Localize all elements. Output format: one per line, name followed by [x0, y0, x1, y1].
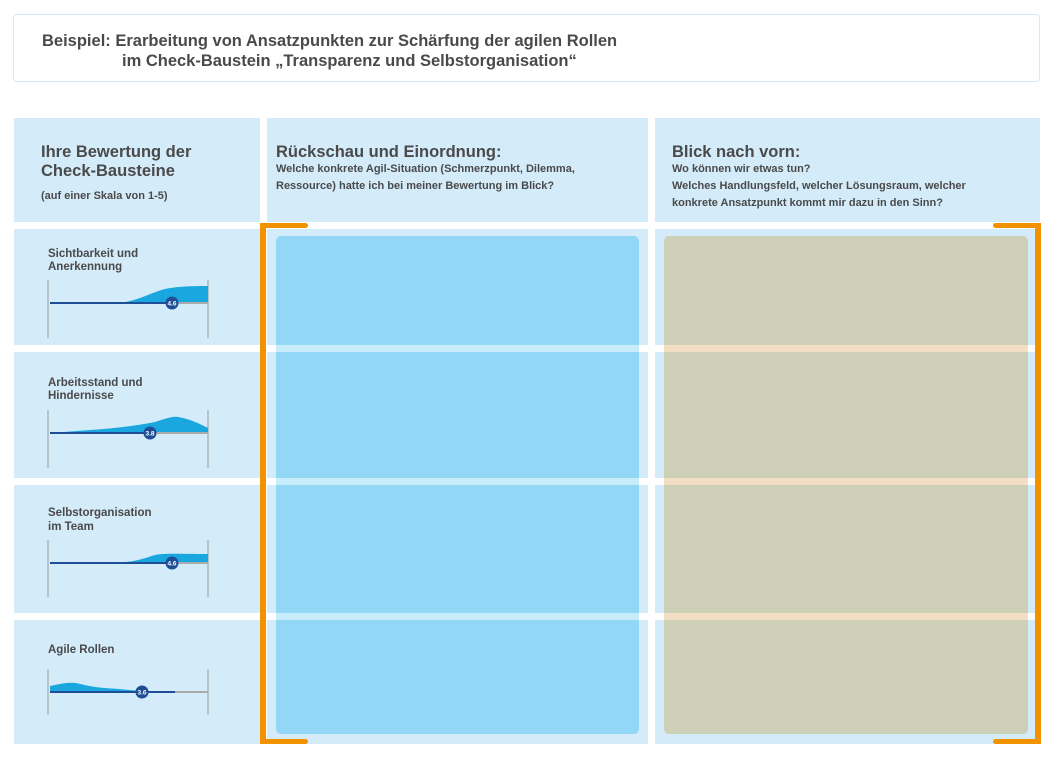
title-line-1: Beispiel: Erarbeitung von Ansatzpunkten zur Schärfung der agilen Rollen: [42, 32, 618, 50]
score-value: 4.6: [167, 300, 177, 308]
distribution-area: [50, 286, 208, 303]
rating-chart-1: [48, 280, 208, 338]
rating-chart-4: [48, 669, 208, 715]
header-review-sub-2: Ressource) hatte ich bei meiner Bewertung im Blick?: [276, 180, 555, 192]
rating-chart-2: [48, 410, 208, 468]
header-ratings-title-1: Ihre Bewertung der: [41, 143, 192, 161]
header-review-title: Rückschau und Einordnung:: [276, 143, 502, 161]
header-outlook-sub-1: Wo können wir etwas tun?: [672, 163, 811, 175]
rating-row-3-label-2: im Team: [48, 521, 94, 533]
rating-row-4-label-1: Agile Rollen: [48, 644, 115, 656]
header-review-sub-1: Welche konkrete Agil-Situation (Schmerzpunkt, Dilemma,: [276, 163, 575, 175]
header-outlook-title: Blick nach vorn:: [672, 143, 801, 161]
rating-row-3-label-1: Selbstorganisation: [48, 507, 152, 519]
score-value: 3.8: [145, 430, 155, 438]
rating-row-2-label-1: Arbeitsstand und: [48, 377, 143, 389]
rating-row-1-label-2: Anerkennung: [48, 261, 123, 273]
title-line-2: im Check-Baustein „Transparenz und Selbstorganisation“: [122, 52, 577, 70]
header-ratings-subtitle: (auf einer Skala von 1-5): [41, 190, 168, 202]
rating-chart-3: [48, 540, 208, 597]
rating-row-1-label-1: Sichtbarkeit und: [48, 248, 139, 260]
rating-row-2-label-2: Hindernisse: [48, 390, 114, 402]
distribution-area: [50, 417, 208, 433]
header-outlook-sub-3: konkrete Ansatzpunkt kommt mir dazu in den Sinn?: [672, 197, 943, 209]
score-value: 3.6: [137, 689, 147, 697]
header-outlook-sub-2: Welches Handlungsfeld, welcher Lösungsraum, welcher: [672, 180, 966, 192]
score-value: 4.6: [167, 560, 177, 568]
header-ratings-title-2: Check-Bausteine: [41, 162, 175, 180]
distribution-area: [50, 683, 175, 692]
distribution-area: [50, 554, 208, 563]
